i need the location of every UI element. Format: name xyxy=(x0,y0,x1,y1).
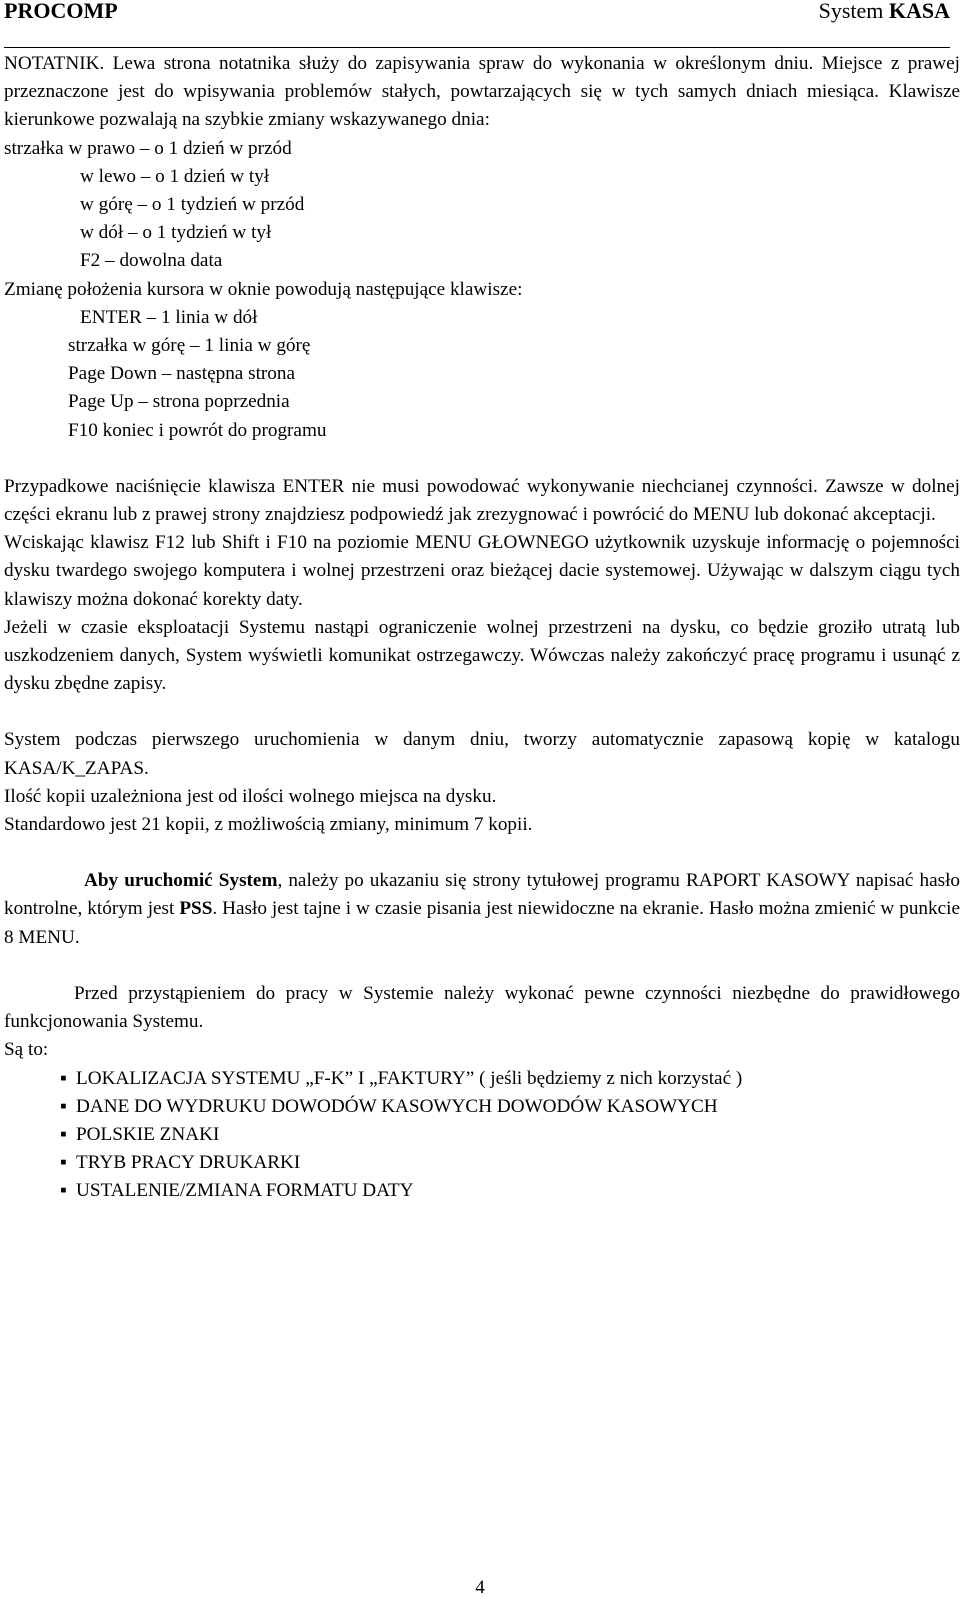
notatnik-paragraph: NOTATNIK. Lewa strona notatnika służy do zapisywania spraw do wykonania w określonym dniu. Miejsce z prawej przeznaczone jest do wpisywania problemów stałych, powtarzających się w tych samych dniach miesiąca. Klawisze kierunkowe pozwalają na szybkie zmiany wskazywanego dnia: xyxy=(4,53,960,131)
f12-info-paragraph: Wciskając klawisz F12 lub Shift i F10 na poziomie MENU GŁOWNEGO użytkownik uzyskuje informację o pojemności dysku twardego swojego komputera i wolnej przestrzeni oraz bieżącej dacie systemowej. Używając w dalszym ciągu tych klawiszy można dokonać korekty daty. xyxy=(4,532,960,610)
cursor-key-item: F10 koniec i powrót do programu xyxy=(68,419,327,441)
list-item xyxy=(4,1093,960,1121)
system-label: System xyxy=(818,0,884,23)
arrow-key-item: w górę – o 1 tydzień w przód xyxy=(80,194,305,216)
arrow-key-item: w dół – o 1 tydzień w tył xyxy=(80,222,272,244)
system-kasa-label: KASA xyxy=(888,0,950,23)
page-header xyxy=(4,0,950,36)
launch-bold-lead: Aby uruchomić System xyxy=(84,870,278,892)
list-item-text: TRYB PRACY DRUKARKI xyxy=(76,1152,301,1174)
list-item-text: USTALENIE/ZMIANA FORMATU DATY xyxy=(76,1180,414,1202)
spacer xyxy=(4,952,960,980)
spacer xyxy=(4,445,960,473)
bullet-marker: ▪ xyxy=(60,1152,67,1174)
launch-paragraph xyxy=(4,867,960,952)
document-body xyxy=(4,50,960,1206)
bullet-marker: ▪ xyxy=(60,1067,67,1089)
list-item-text: LOKALIZACJA SYSTEMU „F-K” I „FAKTURY” ( jeśli będziemy z nich korzystać ) xyxy=(76,1067,743,1089)
cursor-key-item: strzałka w górę – 1 linia w górę xyxy=(68,335,311,357)
company-name: PROCOMP xyxy=(4,0,118,23)
enter-warning-paragraph: Przypadkowe naciśnięcie klawisza ENTER nie musi powodować wykonywanie niechcianej czynności. Zawsze w dolnej części ekranu lub z prawej strony znajdziesz podpowiedź jak zrezygnować i powrócić do MENU lub dokonać akceptacji. xyxy=(4,475,960,526)
page-number: 4 xyxy=(475,1577,485,1598)
spacer xyxy=(4,698,960,726)
list-item xyxy=(4,1121,960,1149)
arrow-key-item: w lewo – o 1 dzień w tył xyxy=(80,165,270,187)
list-item-text: DANE DO WYDRUKU DOWODÓW KASOWYCH DOWODÓW KASOWYCH xyxy=(76,1095,718,1117)
spacer xyxy=(4,839,960,867)
bullet-marker: ▪ xyxy=(60,1095,67,1117)
cursor-key-item: Page Up – strona poprzednia xyxy=(68,391,290,413)
arrow-key-item: strzałka w prawo – o 1 dzień w przód xyxy=(4,137,292,159)
list-item xyxy=(4,1065,960,1093)
cursor-intro: Zmianę położenia kursora w oknie powodują następujące klawisze: xyxy=(4,278,523,300)
cursor-key-item: Page Down – następna strona xyxy=(68,363,295,385)
list-item xyxy=(4,1149,960,1177)
backup-default-line: Standardowo jest 21 kopii, z możliwością zmiany, minimum 7 kopii. xyxy=(4,814,533,836)
launch-text-b: . Hasło jest tajne i w czasie pisania jest niewidoczne na ekranie. Hasło można zmienić w punkcie 8 MENU. xyxy=(4,898,960,948)
bullet-marker: ▪ xyxy=(60,1180,67,1202)
header-divider xyxy=(4,47,950,48)
system-name xyxy=(819,0,950,22)
arrow-key-item: F2 – dowolna data xyxy=(80,250,223,272)
launch-password: PSS xyxy=(179,898,213,920)
disk-warning-paragraph: Jeżeli w czasie eksploatacji Systemu nastąpi ograniczenie wolnej przestrzeni na dysku, co będzie groziło utratą lub uszkodzeniem danych, System wyświetli komunikat ostrzegawczy. Wówczas należy zakończyć pracę programu i usunąć z dysku zbędne zapisy. xyxy=(4,616,960,695)
cursor-key-item: ENTER – 1 linia w dół xyxy=(80,306,258,328)
prereq-list xyxy=(4,1065,960,1206)
list-item-text: POLSKIE ZNAKI xyxy=(76,1123,220,1145)
prereq-intro: Przed przystąpieniem do pracy w Systemie należy wykonać pewne czynności niezbędne do prawidłowego funkcjonowania Systemu. xyxy=(4,982,960,1033)
list-item xyxy=(4,1177,960,1205)
backup-copies-line: Ilość kopii uzależniona jest od ilości wolnego miejsca na dysku. xyxy=(4,785,497,807)
launch-text-a: , należy po ukazaniu się strony tytułowej programu RAPORT KASOWY napisać hasło kontrolne, którym jest xyxy=(4,870,960,920)
backup-paragraph: System podczas pierwszego uruchomienia w danym dniu, tworzy automatycznie zapasową kopię w katalogu KASA/K_ZAPAS. xyxy=(4,729,960,779)
prereq-label: Są to: xyxy=(4,1039,49,1061)
bullet-marker: ▪ xyxy=(60,1123,67,1145)
